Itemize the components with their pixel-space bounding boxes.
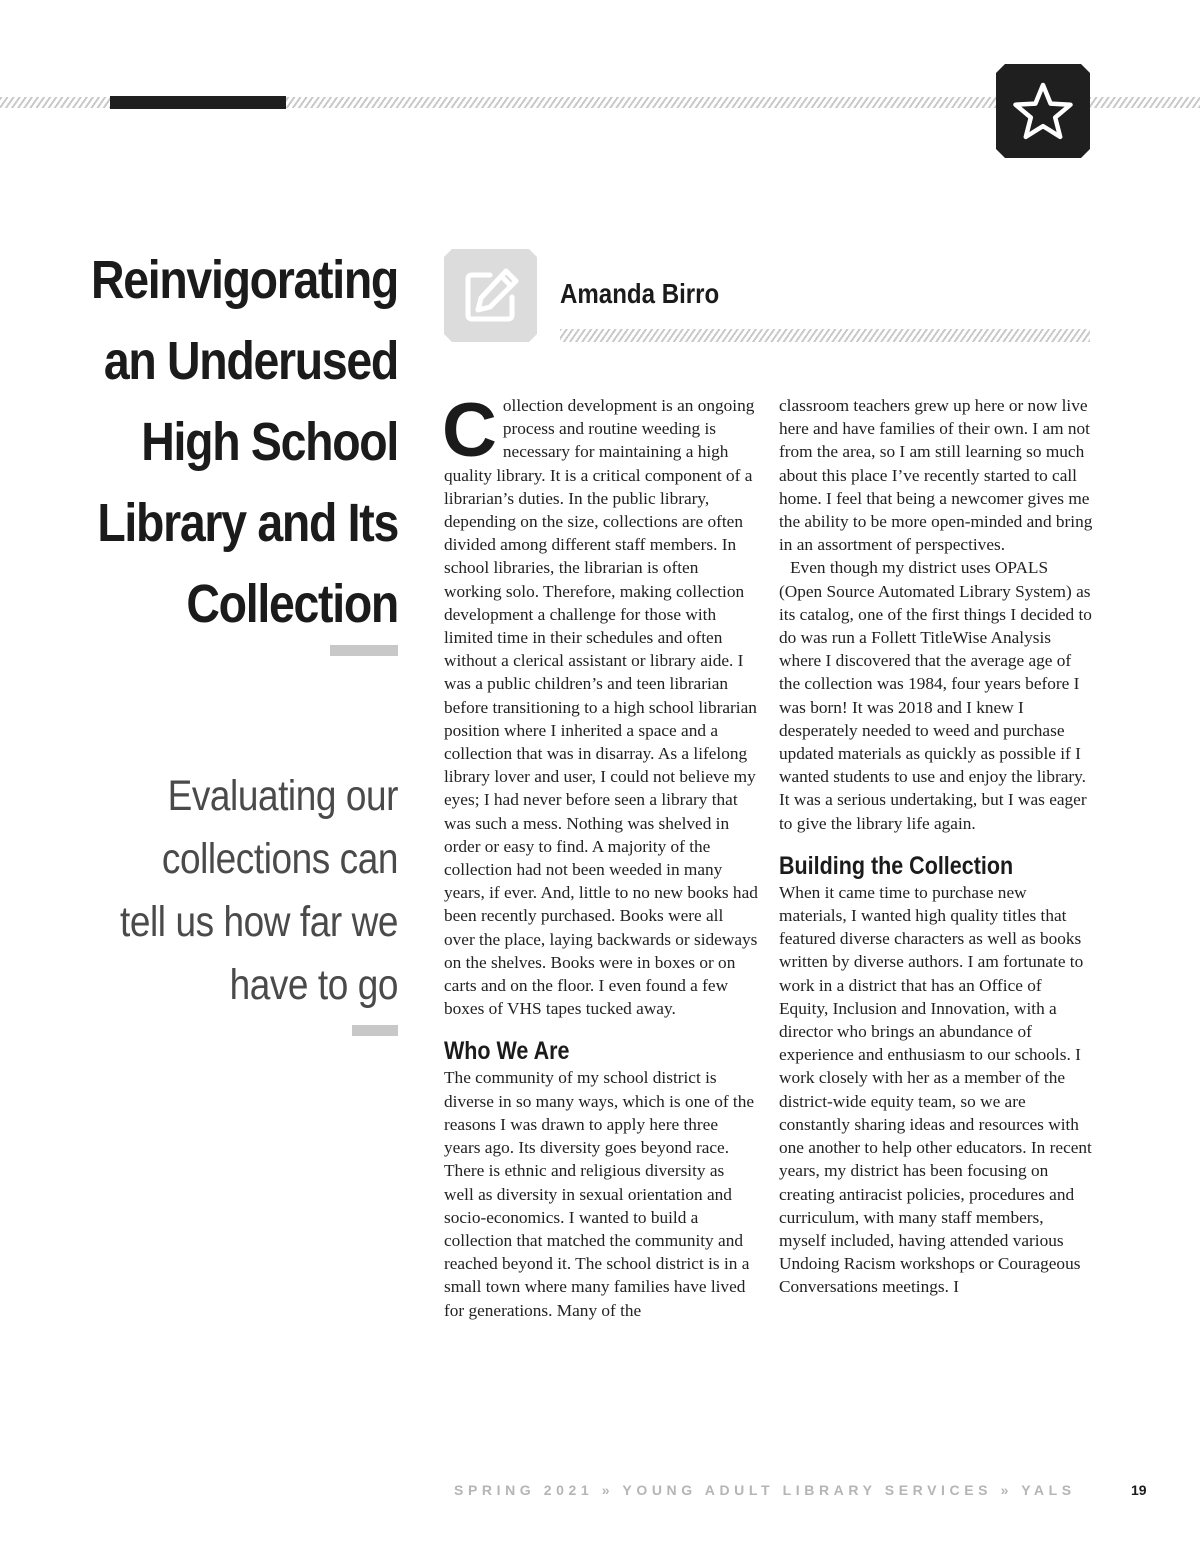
title-line: Collection — [186, 574, 398, 634]
title-line: Reinvigorating — [90, 250, 398, 310]
author-name: Amanda Birro — [560, 278, 720, 309]
running-footer: SPRING 2021 » YOUNG ADULT LIBRARY SERVICES » YALS — [454, 1482, 1076, 1498]
body-column-1 — [442, 388, 758, 1322]
author-badge — [444, 249, 537, 342]
body-paragraph: classroom teachers grew up here or now live here and have families of their own. I am not from the area, so I am still learning so much about this place I’ve recently started to call home. I feel that being a newcomer gives me the ability to be more open-minded and bring in an assortment of perspectives. — [779, 396, 1093, 555]
title-line: an Underused — [103, 331, 398, 391]
body-column-2 — [779, 394, 1093, 1299]
subtitle-line: tell us how far we — [120, 898, 399, 946]
subtitle-line: have to go — [229, 961, 398, 1009]
body-paragraph — [442, 388, 758, 1020]
body-paragraph: When it came time to purchase new materials, I wanted high quality titles that featured diverse characters as well as books written by diverse authors. I am fortunate to work in a district that has an Office of Equity, Inclusion and Innovation, with a director who brings an abundance of experience and enthusiasm to our schools. I work closely with her as a member of the district-wide equity team, so we are constantly sharing ideas and resources with one another to help other educators. In recent years, my district has been focusing on creating antiracist policies, procedures and curriculum, with many staff members, myself included, having attended various Undoing Racism workshops or Courageous Conversations meetings. I — [779, 882, 1092, 1297]
body-paragraph: The community of my school district is diverse in so many ways, which is one of the reasons I was drawn to apply here three years ago. Its diversity goes beyond race. There is ethnic and religious diversity as well as diversity in sexual orientation and socio-economics. I wanted to build a collection that matched the community and reached beyond it. The school district is in a small town where many families have lived for generations. Many of the — [444, 1068, 755, 1320]
title-line: High School — [141, 412, 398, 472]
subtitle-line: Evaluating our — [167, 772, 398, 820]
subtitle-rule — [352, 1025, 398, 1036]
top-accent-bar — [110, 96, 286, 109]
paragraph-text: ollection development is an ongoing process and routine weeding is necessary for maintaining a high quality library. It is a critical component of a librarian’s duties. In the public library, depending on the size, collections are often divided among different staff members. In school libraries, the librarian is often working solo. Therefore, making collection development a challenge for those with limited time in their schedules and often without a clerical assistant or library aide. I was a public children’s and teen librarian before transitioning to a high school librarian position where I inherited a space and a collection that was in disarray. As a lifelong library lover and user, I could not believe my eyes; I had never before seen a library that was such a mess. Nothing was shelved in order or easy to find. A majority of the collection had not been weeded in many years, if ever. And, little to no new books had been recently purchased. Books were all over the place, laying backwards or sideways on the shelves. Books were in boxes or on carts and on the floor. I even found a few boxes of VHS tapes tucked away. — [444, 396, 758, 1019]
star-icon — [1011, 79, 1075, 143]
author-hatch-rule — [560, 329, 1090, 342]
article-title — [88, 240, 398, 645]
top-hatch-rule-right — [1090, 97, 1200, 108]
title-line: Library and Its — [97, 493, 398, 553]
section-heading: Who We Are — [444, 1037, 570, 1066]
section-heading: Building the Collection — [779, 851, 1014, 880]
star-badge — [996, 64, 1090, 158]
article-subtitle — [71, 765, 398, 1017]
page-number: 19 — [1131, 1482, 1147, 1498]
body-paragraph: Even though my district uses OPALS (Open Source Automated Library System) as its catalog, one of the first things I decided to do was run a Follett TitleWise Analysis where I discovered that the average age of the collection was 1984, four years before I was born! It was 2018 and I knew I desperately needed to weed and purchase updated materials as quickly as possible if I wanted students to use and enjoy the library. It was a serious undertaking, but I was eager to give the library life again. — [779, 558, 1092, 833]
subtitle-line: collections can — [161, 835, 398, 883]
drop-cap: C — [442, 388, 497, 473]
title-rule — [330, 645, 398, 656]
pencil-edit-icon — [460, 265, 522, 327]
